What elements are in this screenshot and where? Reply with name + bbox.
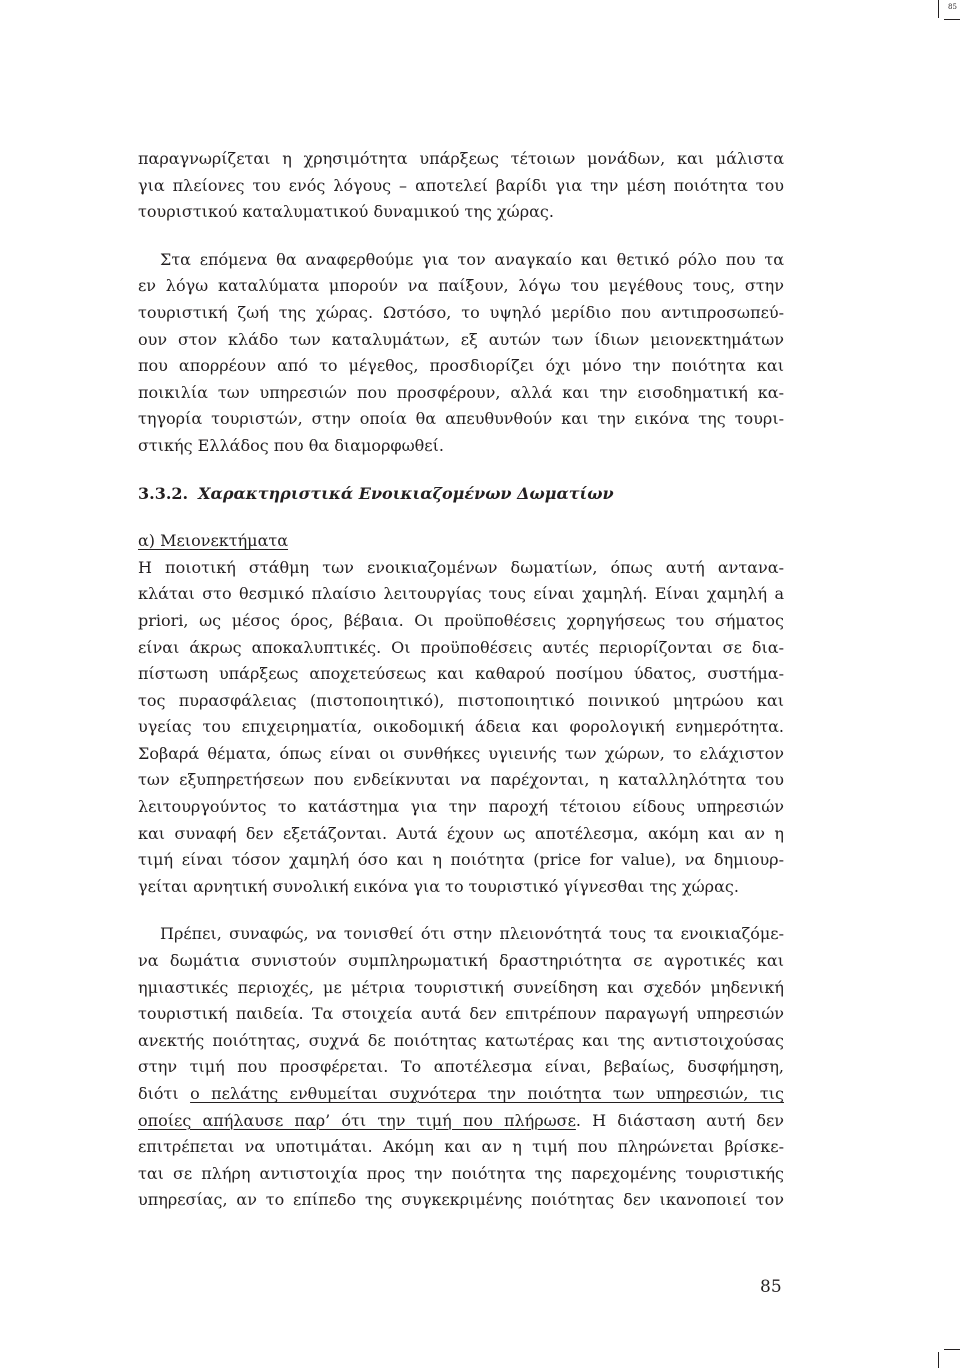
text-line: Στα επόμενα θα αναφερθούμε για τον αναγκαίο και θετικό ρόλο που τα	[160, 249, 784, 269]
text-line: τουριστική παιδεία. Τα στοιχεία αυτά δεν επιτρέπουν παραγωγή υπηρεσιών	[138, 1004, 784, 1024]
text-run: . Η διάσταση αυτή δεν	[575, 1110, 785, 1130]
text-line: τος πυρασφάλειας (πιστοποιητικό), πιστοποιητικό ποινικού μητρώου και	[138, 690, 784, 710]
text-line: λειτουργούντος το κατάστημα για την παροχή τέτοιου είδους υπηρεσιών	[138, 797, 784, 817]
text-line: επιτρέπεται να υποτιμάται. Ακόμη και αν η τιμή που πληρώνεται βρίσκε-	[138, 1137, 784, 1157]
crop-mark	[944, 1349, 960, 1350]
text-line: στην τιμή που προσφέρεται. Το αποτέλεσμα είναι, βεβαίως, δυσφήμηση,	[138, 1057, 784, 1077]
text-line: Σοβαρά θέματα, όπως είναι οι συνθήκες υγιεινής των χώρων, το ελάχιστον	[138, 743, 784, 763]
text-line: τηγορία τουριστών, στην οποία θα απευθυνθούν και την εικόνα της τουρι-	[138, 409, 784, 429]
text-line: είναι άκρως αποκαλυπτικές. Οι προϋποθέσεις αυτές περιορίζονται σε δια-	[138, 637, 784, 657]
text-line: ται σε πλήρη αντιστοιχία προς την ποιότητα της παρεχομένης τουριστικής	[138, 1163, 784, 1183]
text-line: τουριστική ζωή της χώρας. Ωστόσο, το υψηλό μερίδιο που αντιπροσωπεύ-	[138, 302, 784, 322]
paragraph	[138, 555, 784, 901]
text-line: κλάται στο θεσμικό πλαίσιο λειτουργίας τους είναι χαμηλή. Είναι χαμηλή a	[138, 584, 784, 604]
text-line: εν λόγω καταλύματα μπορούν να παίξουν, λόγω του μεγέθους τους, στην	[138, 276, 784, 296]
underlined-text: ο πελάτης ενθυμείται συχνότερα την ποιότητα των υπηρεσιών, τις	[190, 1084, 785, 1103]
paragraph	[138, 247, 784, 460]
text-line: ημιαστικές περιοχές, με μέτρια τουριστική συνείδηση και σχεδόν μηδενική	[138, 977, 784, 997]
text-line: ανεκτής ποιότητας, συχνά δε ποιότητας κατωτέρας και της αντιστοιχούσας	[138, 1030, 784, 1050]
text-line: να δωμάτια συνιστούν συμπληρωματική δραστηριότητα σε αγροτικές και	[138, 951, 784, 971]
crop-mark	[944, 19, 960, 20]
crop-mark	[938, 0, 939, 18]
text-line: υπηρεσίας, αν το επίπεδο της συγκεκριμένης ποιότητας δεν ικανοποιεί τον	[138, 1190, 784, 1210]
text-line	[138, 1081, 784, 1108]
section-number: 3.3.2.	[138, 483, 189, 503]
page-number: 85	[760, 1277, 782, 1297]
underlined-text: οποίες απήλαυσε παρ’ ότι την τιμή που πλήρωσε	[138, 1110, 576, 1130]
paragraph	[138, 921, 784, 1214]
corner-page-number: 85	[948, 3, 957, 11]
text-line: υγείας του επιχειρηματία, οικοδομική άδεια και φορολογική ενημερότητα.	[138, 717, 784, 737]
text-line: που απορρέουν από το μέγεθος, προσδιορίζει όχι μόνο την ποιότητα και	[138, 356, 784, 376]
section-title: Χαρακτηριστικά Ενοικιαζομένων Δωματίων	[198, 483, 614, 503]
subheading: α) Μειονεκτήματα	[138, 531, 289, 551]
text-line: τιμή είναι τόσον χαμηλή όσο και η ποιότητα (price for value), να δημιουρ-	[138, 850, 784, 870]
text-line: τουριστικού καταλυματικού δυναμικού της χώρας.	[138, 202, 554, 222]
crop-mark	[938, 1352, 939, 1368]
text-line: για πλείονες του ενός λόγους – αποτελεί βαρίδι για την μέση ποιότητα του	[138, 175, 784, 195]
section-heading	[138, 481, 784, 508]
text-line: priori, ως μέσος όρος, βέβαια. Οι προϋποθέσεις χορηγήσεως του σήματος	[138, 610, 784, 630]
text-line: γείται αρνητική συνολική εικόνα για το τουριστικό γίγνεσθαι της χώρας.	[138, 876, 739, 896]
text-line: πίστωση υπάρξεως αποχετεύσεως και καθαρού ποσίμου ύδατος, συστήμα-	[138, 664, 784, 684]
paragraph	[138, 146, 784, 226]
text-line: Πρέπει, συναφώς, να τονισθεί ότι στην πλειονότητά τους τα ενοικιαζόμε-	[160, 924, 784, 944]
text-line: Η ποιοτική στάθμη των ενοικιαζομένων δωματίων, όπως αυτή αντανα-	[138, 557, 784, 577]
text-line: ποικιλία των υπηρεσιών που προσφέρουν, αλλά και την εισοδηματική κα-	[138, 382, 784, 402]
page-body	[138, 146, 784, 1214]
text-run: διότι	[138, 1084, 191, 1103]
text-line: στικής Ελλάδος που θα διαμορφωθεί.	[138, 435, 444, 455]
text-line: και συναφή δεν εξετάζονται. Αυτά έχουν ως αποτέλεσμα, ακόμη και αν η	[138, 823, 784, 843]
text-line: παραγνωρίζεται η χρησιμότητα υπάρξεως τέτοιων μονάδων, και μάλιστα	[138, 149, 784, 168]
text-line: ουν στον κλάδο των καταλυμάτων, εξ αυτών των ίδιων μειονεκτημάτων	[138, 329, 784, 349]
text-line	[138, 1108, 784, 1135]
text-line: των εξυπηρετήσεων που ενδείκνυται να παρέχονται, η καταλληλότητα του	[138, 770, 784, 790]
